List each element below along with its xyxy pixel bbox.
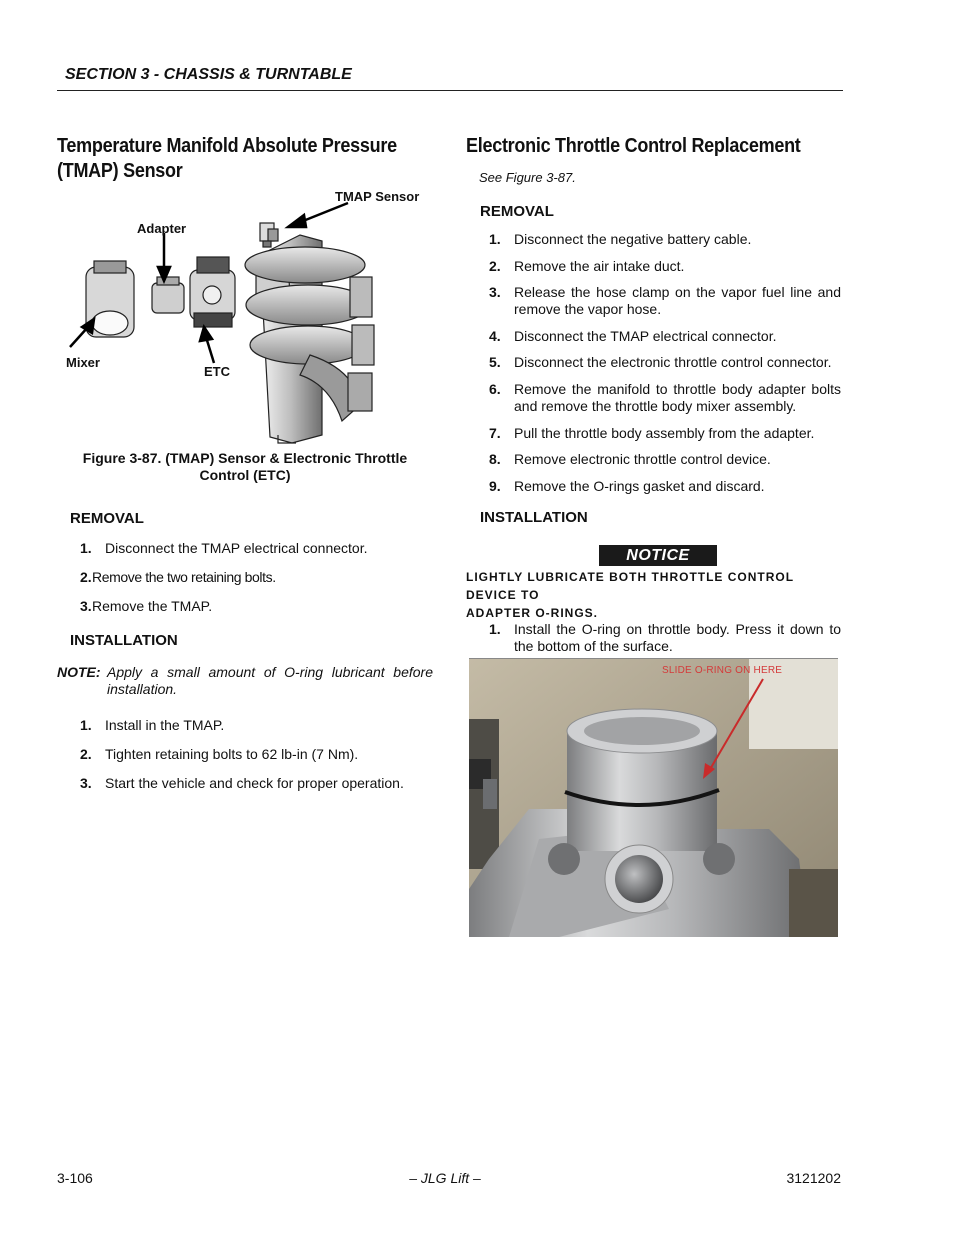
figure-3-87	[60, 185, 440, 447]
step-text: Remove the manifold to throttle body adapter bolts and remove the throttle body mixer assembly.	[514, 381, 841, 414]
section-title: SECTION 3 - CHASSIS & TURNTABLE	[65, 66, 352, 83]
notice-text	[466, 568, 842, 622]
step-text: Install in the TMAP.	[105, 717, 225, 733]
step-text: Remove the air intake duct.	[514, 258, 685, 274]
tmap-removal-step-2	[80, 569, 432, 586]
step-number: 8.	[489, 451, 501, 467]
step-number: 7.	[489, 425, 501, 441]
step-number: 6.	[489, 381, 501, 397]
tmap-install-step-2	[80, 746, 432, 763]
step-number: 2.	[80, 746, 92, 762]
etc-removal-step-7	[489, 425, 841, 442]
step-text: Disconnect the TMAP electrical connector.	[514, 328, 777, 344]
label-tmap-sensor: TMAP Sensor	[335, 189, 420, 204]
tmap-installation-heading: INSTALLATION	[70, 632, 178, 649]
tmap-sensor	[260, 223, 278, 247]
photo-label: SLIDE O-RING ON HERE	[662, 665, 783, 676]
step-text: Tighten retaining bolts to 62 lb-in (7 Nm).	[105, 746, 359, 762]
tmap-removal-step-3	[80, 598, 432, 615]
step-text: Release the hose clamp on the vapor fuel line and remove the vapor hose.	[514, 284, 841, 317]
oring-photo	[469, 658, 838, 937]
step-text: Install the O-ring on throttle body. Press it down to the bottom of the surface.	[514, 621, 841, 654]
step-text: Pull the throttle body assembly from the adapter.	[514, 425, 815, 441]
note-text: Apply a small amount of O-ring lubricant before installation.	[107, 664, 433, 697]
label-adapter: Adapter	[137, 221, 187, 236]
etc-device	[190, 257, 235, 327]
label-mixer: Mixer	[66, 355, 100, 370]
note	[57, 664, 433, 704]
etc-removal-step-9	[489, 478, 841, 495]
step-number: 1.	[80, 540, 92, 556]
notice-line1: LIGHTLY LUBRICATE BOTH THROTTLE CONTROL DEVICE TO	[466, 570, 794, 602]
etc-removal-step-4	[489, 328, 841, 345]
step-text: Disconnect the negative battery cable.	[514, 231, 752, 247]
step-number: 4.	[489, 328, 501, 344]
tmap-removal-heading: REMOVAL	[70, 510, 144, 527]
manifold	[245, 235, 374, 443]
section-header	[57, 64, 843, 91]
step-number: 1.	[80, 717, 92, 733]
step-text: Remove electronic throttle control device.	[514, 451, 771, 467]
step-number: 5.	[489, 354, 501, 370]
label-etc: ETC	[204, 364, 230, 379]
tmap-title	[57, 134, 447, 184]
footer-center: – JLG Lift –	[409, 1170, 481, 1186]
tmap-removal-step-1	[80, 540, 432, 557]
etc-title	[466, 134, 866, 159]
step-number: 9.	[489, 478, 501, 494]
step-text: Remove the two retaining bolts.	[92, 569, 276, 585]
notice-line2: ADAPTER O-RINGS.	[466, 606, 599, 620]
see-figure: See Figure 3-87.	[479, 170, 576, 185]
step-number: 1.	[489, 231, 501, 247]
step-number: 3.	[80, 775, 92, 791]
tmap-install-step-1	[80, 717, 432, 734]
etc-removal-step-5	[489, 354, 841, 371]
etc-install-step-1	[489, 621, 841, 655]
adapter	[152, 277, 184, 313]
tmap-title-line2: (TMAP) Sensor	[57, 160, 183, 182]
etc-title-text: Electronic Throttle Control Replacement	[466, 135, 801, 157]
throttle-body-photo	[469, 659, 838, 937]
figure-caption-line2: Control (ETC)	[199, 467, 291, 483]
etc-installation-heading: INSTALLATION	[480, 509, 588, 526]
tmap-install-step-3	[80, 775, 432, 792]
figure-caption-line1: Figure 3-87. (TMAP) Sensor & Electronic Throttle	[82, 450, 408, 466]
step-number: 3.	[80, 598, 92, 614]
doc-number: 3121202	[786, 1170, 841, 1186]
figure-caption	[57, 450, 433, 484]
etc-removal-step-1	[489, 231, 841, 248]
etc-removal-step-2	[489, 258, 841, 275]
etc-removal-step-8	[489, 451, 841, 468]
step-text: Remove the O-rings gasket and discard.	[514, 478, 765, 494]
note-label: NOTE:	[57, 664, 101, 680]
etc-removal-step-6	[489, 381, 841, 415]
etc-removal-heading: REMOVAL	[480, 203, 554, 220]
step-number: 1.	[489, 621, 501, 637]
step-text: Disconnect the TMAP electrical connector.	[105, 540, 368, 556]
tmap-etc-illustration	[60, 185, 440, 447]
step-text: Remove the TMAP.	[92, 598, 213, 614]
page-number: 3-106	[57, 1170, 93, 1186]
tmap-title-line1: Temperature Manifold Absolute Pressure	[57, 135, 397, 157]
step-text: Disconnect the electronic throttle control connector.	[514, 354, 832, 370]
step-number: 3.	[489, 284, 501, 300]
step-number: 2.	[489, 258, 501, 274]
step-text: Start the vehicle and check for proper operation.	[105, 775, 404, 791]
step-number: 2.	[80, 569, 92, 585]
etc-removal-step-3	[489, 284, 841, 318]
notice-badge: NOTICE	[599, 545, 717, 566]
